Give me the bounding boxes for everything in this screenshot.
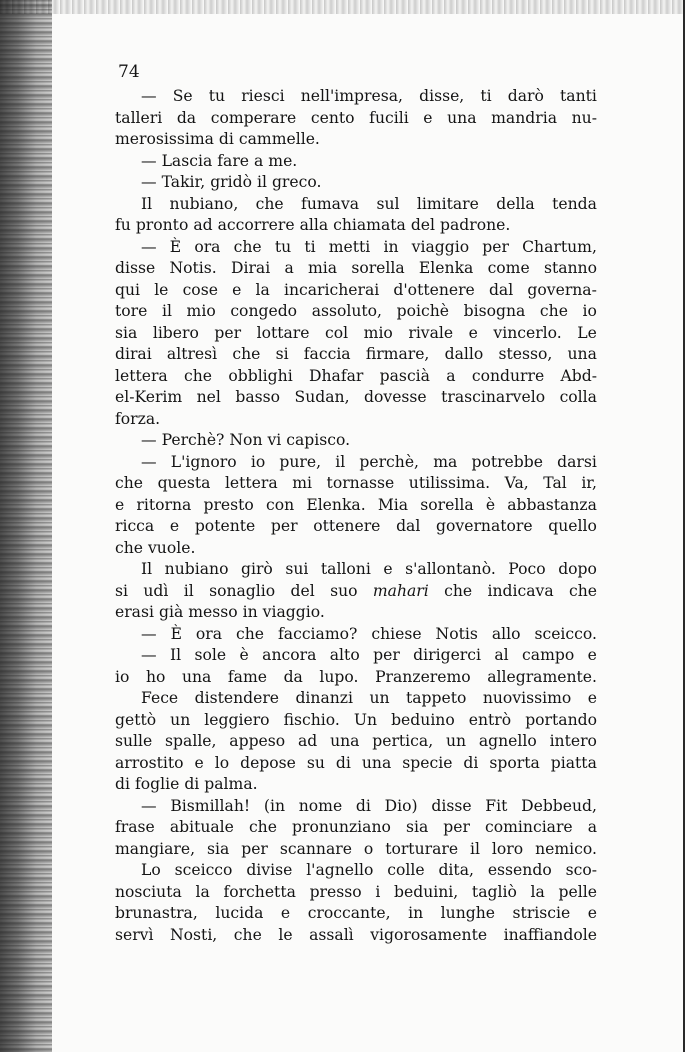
text-line: qui le cose e la incaricherai d'ottenere dal governa- bbox=[115, 280, 597, 299]
text-line: merosissima di cammelle. bbox=[115, 130, 320, 148]
text-line: — Il sole è ancora alto per dirigerci al campo e bbox=[141, 646, 597, 664]
text-line: e ritorna presto con Elenka. Mia sorella è abbastanza bbox=[115, 495, 597, 514]
text-line: di foglie di palma. bbox=[115, 775, 258, 793]
text-line: lettera che obblighi Dhafar pascià a condurre Abd- bbox=[115, 366, 597, 385]
body-text bbox=[115, 86, 597, 946]
text-line: — Bismillah! (in nome di Dio) disse Fit Debbeud, bbox=[141, 796, 597, 815]
page-number: 74 bbox=[118, 62, 140, 82]
text-line: ricca e potente per ottenere dal governatore quello bbox=[115, 517, 597, 535]
text-line: disse Notis. Dirai a mia sorella Elenka come stanno bbox=[115, 259, 597, 277]
text-line: Fece distendere dinanzi un tappeto nuovissimo e bbox=[141, 689, 597, 707]
text-line: el-Kerim nel basso Sudan, dovesse trascinarvelo colla bbox=[115, 388, 597, 406]
text-line: brunastra, lucida e croccante, in lunghe striscie e bbox=[115, 904, 597, 922]
text-line: che vuole. bbox=[115, 538, 196, 557]
scan-binding-edge bbox=[0, 0, 52, 1052]
text-line: nosciuta la forchetta presso i beduini, tagliò la pelle bbox=[115, 882, 597, 901]
text-line: Lo sceicco divise l'agnello colle dita, essendo sco- bbox=[141, 861, 597, 879]
text-line: Il nubiano, che fumava sul limitare della tenda bbox=[141, 194, 597, 213]
text-line: talleri da comperare cento fucili e una mandria nu- bbox=[115, 108, 597, 127]
text-line: erasi già messo in viaggio. bbox=[115, 603, 325, 621]
text-line: mangiare, sia per scannare o torturare il loro nemico. bbox=[115, 839, 597, 858]
text-line: tore il mio congedo assoluto, poichè bisogna che io bbox=[115, 302, 597, 320]
text-line: — È ora che tu ti metti in viaggio per Chartum, bbox=[141, 237, 597, 256]
text-line: — Se tu riesci nell'impresa, disse, ti darò tanti bbox=[141, 87, 597, 105]
text-line: sulle spalle, appeso ad una pertica, un agnello intero bbox=[115, 732, 597, 750]
scan-right-margin bbox=[685, 0, 700, 1052]
text-line: dirai altresì che si faccia firmare, dallo stesso, una bbox=[115, 345, 597, 363]
text-line: forza. bbox=[115, 409, 161, 428]
text-line: — Takir, gridò il greco. bbox=[141, 173, 322, 191]
text-line: — Perchè? Non vi capisco. bbox=[141, 431, 351, 449]
text-line: arrostito e lo depose su di una specie di sporta piatta bbox=[115, 753, 597, 772]
text-line: sia libero per lottare col mio rivale e vincerlo. Le bbox=[115, 323, 597, 342]
text-line: Il nubiano girò sui talloni e s'allontanò. Poco dopo bbox=[141, 560, 597, 578]
text-line: io ho una fame da lupo. Pranzeremo allegramente. bbox=[115, 667, 597, 686]
text-line: che questa lettera mi tornasse utilissima. Va, Tal ir, bbox=[115, 474, 597, 492]
scan-top-edge bbox=[0, 0, 700, 14]
text-line: si udì il sonaglio del suo mahari che indicava che bbox=[115, 581, 597, 600]
text-line: frase abituale che pronunziano sia per cominciare a bbox=[115, 818, 597, 836]
text-line: — Lascia fare a me. bbox=[141, 151, 298, 170]
text-line: — È ora che facciamo? chiese Notis allo sceicco. bbox=[141, 624, 597, 643]
text-line: servì Nosti, che le assalì vigorosamente inaffiandole bbox=[115, 925, 597, 944]
text-line: gettò un leggiero fischio. Un beduino entrò portando bbox=[115, 710, 597, 729]
text-line: fu pronto ad accorrere alla chiamata del padrone. bbox=[115, 216, 511, 234]
text-line: — L'ignoro io pure, il perchè, ma potrebbe darsi bbox=[141, 452, 597, 471]
